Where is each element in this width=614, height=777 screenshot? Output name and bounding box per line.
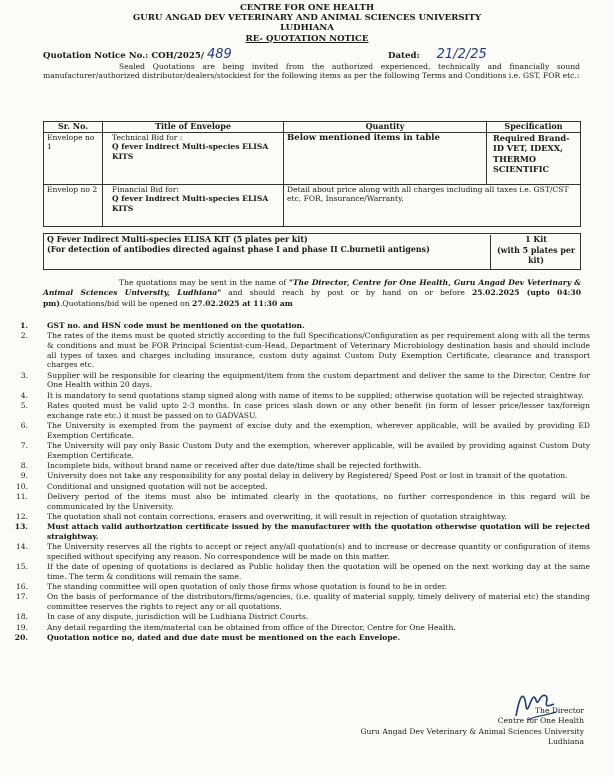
signature-block	[360, 706, 584, 748]
envelope-title-line2: Q fever Indirect Multi-species ELISA KITS	[112, 194, 269, 213]
terms-list	[0, 321, 590, 643]
term-text: Quotation notice no, dated and due date must be mentioned on the each Envelope.	[47, 633, 401, 643]
term-item	[0, 512, 590, 522]
term-number: 13.	[14, 522, 28, 532]
submission-text: The quotations may be sent in the name of	[119, 278, 289, 287]
centre-name: CENTRE FOR ONE HEALTH	[239, 3, 375, 13]
notice-number	[43, 46, 232, 62]
table-header-row	[44, 122, 581, 133]
term-item	[0, 542, 590, 561]
term-item	[0, 391, 590, 401]
notice-date-label: Dated:	[388, 50, 420, 61]
deadline: 25.02.2025 (upto 04:30 pm)	[43, 288, 581, 308]
term-number: 1.	[20, 321, 28, 330]
term-text: GST no. and HSN code must be mentioned on the quotation.	[47, 321, 305, 330]
notice-number-handwritten: 489	[206, 46, 232, 62]
term-item	[0, 522, 590, 541]
item-detection-note: (For detection of antibodies directed against phase I and phase II C.burnetii antigens)	[47, 245, 430, 254]
envelope-specification: Required Brand- ID VET, IDEXX, THERMO SCIENTIFIC	[487, 133, 581, 185]
column-header: Quantity	[284, 122, 487, 133]
envelope-title-line1: Technical Bid for :	[112, 133, 183, 142]
term-text: In case of any dispute, jurisdiction will be Ludhiana District Courts.	[47, 612, 309, 622]
column-header: Title of Envelope	[103, 122, 284, 133]
signatory-city: Ludhiana	[547, 737, 584, 747]
submission-paragraph	[43, 278, 581, 309]
term-item	[0, 421, 590, 440]
term-number: 9.	[20, 471, 28, 481]
term-number: 3.	[20, 370, 28, 380]
term-text: Incomplete bids, without brand name or received after due date/time shall be rejected forthwith.	[47, 461, 422, 470]
term-number: 10.	[15, 481, 28, 491]
term-text: The standing committee will open quotation of only those firms whose quotation is found to be in order.	[47, 582, 447, 592]
envelope-table	[43, 121, 581, 227]
term-number: 20.	[14, 633, 28, 643]
term-number: 16.	[15, 582, 28, 592]
term-item	[0, 331, 590, 370]
term-text: The University reserves all the rights to accept or reject any/all quotation(s) and to increase or decrease quantity or configuration of items specified without specifying any reason. No correspondence will be made on this matter.	[47, 542, 590, 561]
envelope-number: Envelope no 1	[44, 133, 103, 185]
envelope-title-line2: Q fever Indirect Multi-species ELISA KITS	[112, 142, 269, 161]
term-text: Supplier will be responsible for clearing the equipment/item from the custom department and deliver the same to the Director, Centre for One Health within 20 days.	[47, 370, 590, 390]
term-item	[0, 471, 590, 481]
term-item	[0, 482, 590, 492]
term-text: Rates quoted must be valid upto 2-3 months. In case prices slash down or any other benefit (in form of lesser price/lesser tax/foreign exchange rate etc.) it must be passed on to GADVASU.	[47, 401, 590, 420]
term-number: 5.	[20, 401, 28, 410]
notice-number-line	[0, 47, 614, 61]
term-item	[0, 441, 590, 460]
signatory-university: Guru Angad Dev Veterinary & Animal Sciences University	[360, 726, 584, 736]
term-number: 17.	[15, 592, 28, 602]
term-text: On the basis of performance of the distributors/firms/agencies, (i.e. quality of material supply, timely delivery of material etc) the standing committee reserves the rights to reject any or all quotations.	[47, 592, 590, 612]
term-number: 4.	[20, 390, 28, 400]
column-header: Specification	[487, 122, 581, 133]
term-number: 6.	[20, 421, 28, 430]
envelope-title-line1: Financial Bid for:	[112, 185, 179, 194]
term-item	[0, 612, 590, 622]
term-item	[0, 623, 590, 633]
notice-number-label: Quotation Notice No.: COH/2025/	[43, 50, 204, 61]
envelope-title	[103, 185, 284, 227]
notice-date	[388, 46, 487, 62]
item-description	[47, 235, 477, 255]
opening-date: 27.02.2025 at 11:30 am	[192, 298, 293, 308]
signatory-title: The Director	[534, 706, 584, 715]
intro-paragraph: Sealed Quotations are being invited from the authorized experienced, technically and financially sound manufacturer/authorized distributor/dealers/stockiest for the following items as per the following Terms and Conditions i.e. GST, FOR etc.:	[43, 61, 580, 81]
signatory-centre: Centre for One Health	[497, 716, 584, 726]
item-quantity-plates: (with 5 plates per kit)	[496, 245, 576, 265]
table-row	[44, 185, 581, 227]
term-item	[0, 582, 590, 592]
term-item	[0, 401, 590, 420]
term-text: Conditional and unsigned quotation will not be accepted.	[47, 481, 268, 491]
term-item	[0, 461, 590, 471]
term-text: Any detail regarding the item/material can be obtained from office of the Director, Centre for One Health.	[47, 622, 456, 632]
term-text: It is mandatory to send quotations stamp signed along with name of items to be supplied; otherwise quotation will be rejected straightway.	[47, 390, 584, 400]
notice-title: RE- QUOTATION NOTICE	[245, 33, 369, 44]
term-text: Delivery period of the items must also be intimated clearly in the quotations, no further correspondence in this regard will be communicated by the University.	[47, 491, 590, 511]
term-number: 19.	[15, 622, 28, 632]
term-number: 7.	[20, 441, 28, 450]
term-text: If the date of opening of quotations is declared as Public holiday then the quotation will be opened on the next working day at the same time. The term & conditions will remain the same.	[47, 562, 590, 581]
item-box	[43, 233, 581, 270]
envelope-quantity: Below mentioned items in table	[284, 133, 487, 185]
submission-text: .Quotations/bid will be opened on	[59, 298, 193, 308]
notice-date-handwritten: 21/2/25	[436, 46, 487, 62]
university-name: GURU ANGAD DEV VETERINARY AND ANIMAL SCIENCES UNIVERSITY	[132, 13, 482, 24]
term-number: 15.	[15, 562, 28, 572]
envelope-title	[103, 133, 284, 185]
column-header: Sr. No.	[44, 122, 103, 133]
submission-text: and should reach by post or by hand on or before	[221, 288, 472, 298]
city-name: LUDHIANA	[280, 23, 334, 34]
term-text: The University is exempted from the payment of excise duty and the exemption, wherever applicable, will be availed by providing ED Exemption Certificate.	[47, 421, 590, 440]
term-number: 14.	[15, 542, 28, 552]
term-item	[0, 562, 590, 581]
term-text: University does not take any responsibility for any postal delay in delivery by Registered/ Speed Post or lost in transit of the quotation.	[47, 471, 568, 481]
term-text: The quotation shall not contain corrections, erasers and overwriting, it will result in rejection of quotation straightway.	[47, 511, 507, 521]
term-number: 18.	[15, 612, 28, 622]
term-item	[0, 633, 590, 643]
term-number: 2.	[20, 331, 28, 341]
term-item	[0, 492, 590, 511]
item-name: Q Fever Indirect Multi-species ELISA KIT (5 plates per kit)	[47, 235, 308, 244]
term-text: The University will pay only Basic Custom Duty and the exemption, wherever applicable, will be availed by providing against Custom Duty Exemption Certificate.	[47, 441, 590, 460]
term-text: The rates of the items must be quoted strictly according to the full Specifications/Configuration as per requirement along with all the terms & conditions and must be FOR Principal Scientist-cum-Head, Department of Veterinary Microbiology destination basis and should include all types of taxes and charges including insurance, custom duty against Custom Duty Exemption Certificate, clearance and transport charges etc.	[47, 331, 590, 370]
term-number: 12.	[15, 511, 28, 521]
term-number: 11.	[15, 491, 28, 501]
table-row	[44, 133, 581, 185]
term-item	[0, 592, 590, 611]
term-text: Must attach valid authorization certificate issued by the manufacturer with the quotation otherwise quotation will be rejected straightway.	[47, 522, 590, 541]
item-quantity-kits: 1 Kit	[525, 235, 547, 244]
term-number: 8.	[20, 461, 28, 470]
envelope-quantity: Detail about price along with all charges including all taxes i.e. GST/CST etc, FOR, Insurance/Warranty.	[284, 185, 581, 227]
term-item	[0, 321, 590, 331]
item-quantity	[490, 235, 581, 270]
term-item	[0, 371, 590, 390]
envelope-number: Envelop no 2	[44, 185, 103, 227]
addressee: "The Director, Centre for One Health, Guru Angad Dev Veterinary & Animal Sciences University, Ludhiana"	[43, 278, 582, 298]
